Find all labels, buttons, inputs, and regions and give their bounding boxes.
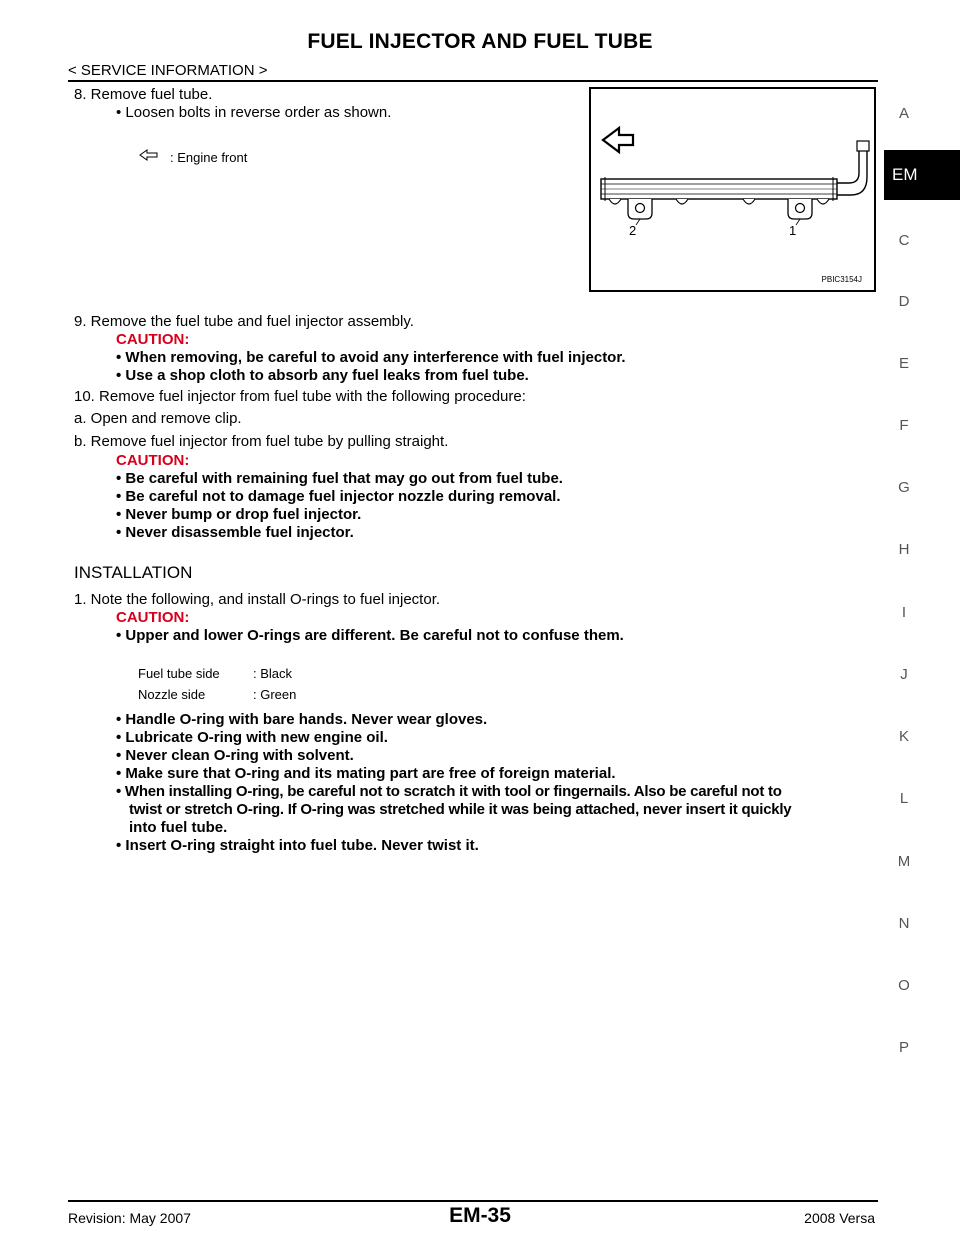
engine-front-arrow-icon	[139, 149, 159, 161]
page-title: FUEL INJECTOR AND FUEL TUBE	[307, 30, 653, 53]
index-letter-k[interactable]: K	[898, 728, 909, 745]
table-value: : Black	[253, 666, 293, 681]
index-letter-f[interactable]: F	[899, 417, 909, 434]
install-bullet-4: • Make sure that O-ring and its mating part are free of foreign material.	[116, 765, 616, 782]
step-9-caution-2: • Use a shop cloth to absorb any fuel leaks from fuel tube.	[116, 367, 529, 384]
index-letter-o[interactable]: O	[898, 977, 910, 994]
index-letter-d[interactable]: D	[898, 293, 910, 310]
index-letter-a[interactable]: A	[898, 105, 909, 122]
footer-rule	[68, 1200, 878, 1202]
step-8-bullet: • Loosen bolts in reverse order as shown.	[116, 104, 392, 121]
step-8: 8. Remove fuel tube.	[74, 86, 213, 103]
figure-label-1: 1	[789, 223, 797, 238]
index-letter-e[interactable]: E	[898, 355, 909, 372]
step-b-caution-3: • Never bump or drop fuel injector.	[116, 506, 362, 523]
figure-code: PBIC3154J	[821, 275, 862, 284]
index-letter-j[interactable]: J	[900, 666, 908, 683]
step-b-caution-4: • Never disassemble fuel injector.	[116, 524, 354, 541]
step-b-caution-label: CAUTION:	[116, 452, 190, 469]
step-9-caution-1: • When removing, be careful to avoid any interference with fuel injector.	[116, 349, 626, 366]
index-letter-n[interactable]: N	[898, 915, 910, 932]
breadcrumb: < SERVICE INFORMATION >	[68, 62, 268, 79]
install-bullet-5-line-3: into fuel tube.	[129, 819, 228, 836]
step-b: b. Remove fuel injector from fuel tube by pulling straight.	[74, 433, 449, 450]
installation-heading: INSTALLATION	[74, 563, 193, 582]
index-tab-active[interactable]: EM	[884, 150, 960, 200]
engine-front-arrow-icon	[603, 128, 633, 152]
install-bullet-6: • Insert O-ring straight into fuel tube. Never twist it.	[116, 837, 479, 854]
figure-label-2: 2	[629, 223, 637, 238]
index-letter-g[interactable]: G	[898, 479, 910, 496]
install-bullet-5-line-2: twist or stretch O-ring. If O-ring was stretched while it was being attached, never insert it quickly	[129, 801, 792, 818]
header-rule	[68, 80, 878, 82]
table-label: Fuel tube side	[138, 666, 220, 681]
page-number: EM-35	[449, 1204, 511, 1227]
footer-model: 2008 Versa	[804, 1210, 875, 1226]
index-letter-m[interactable]: M	[897, 853, 911, 870]
footer-revision: Revision: May 2007	[68, 1210, 191, 1226]
install-bullet-5-line-1: • When installing O-ring, be careful not to scratch it with tool or fingernails. Also be careful not to	[116, 783, 782, 800]
fuel-tube-figure	[589, 87, 876, 292]
step-9: 9. Remove the fuel tube and fuel injector assembly.	[74, 313, 414, 330]
step-10: 10. Remove fuel injector from fuel tube with the following procedure:	[74, 388, 526, 405]
install-caution-label: CAUTION:	[116, 609, 190, 626]
table-label: Nozzle side	[138, 687, 206, 702]
fuel-tube-drawing	[591, 89, 874, 290]
index-letter-c[interactable]: C	[898, 232, 910, 249]
install-bullet-1: • Handle O-ring with bare hands. Never wear gloves.	[116, 711, 488, 728]
install-bullet-3: • Never clean O-ring with solvent.	[116, 747, 354, 764]
step-9-caution-label: CAUTION:	[116, 331, 190, 348]
table-value: : Green	[253, 687, 297, 702]
install-step-1: 1. Note the following, and install O-rings to fuel injector.	[74, 591, 441, 608]
index-letter-i[interactable]: I	[901, 604, 907, 621]
step-b-caution-2: • Be careful not to damage fuel injector nozzle during removal.	[116, 488, 561, 505]
step-a: a. Open and remove clip.	[74, 410, 242, 427]
step-b-caution-1: • Be careful with remaining fuel that may go out from fuel tube.	[116, 470, 563, 487]
index-letter-h[interactable]: H	[898, 541, 910, 558]
index-letter-p[interactable]: P	[898, 1039, 909, 1056]
install-caution-1: • Upper and lower O-rings are different. Be careful not to confuse them.	[116, 627, 624, 644]
figure-legend: : Engine front	[170, 150, 248, 165]
install-bullet-2: • Lubricate O-ring with new engine oil.	[116, 729, 388, 746]
index-letter-l[interactable]: L	[899, 790, 909, 807]
